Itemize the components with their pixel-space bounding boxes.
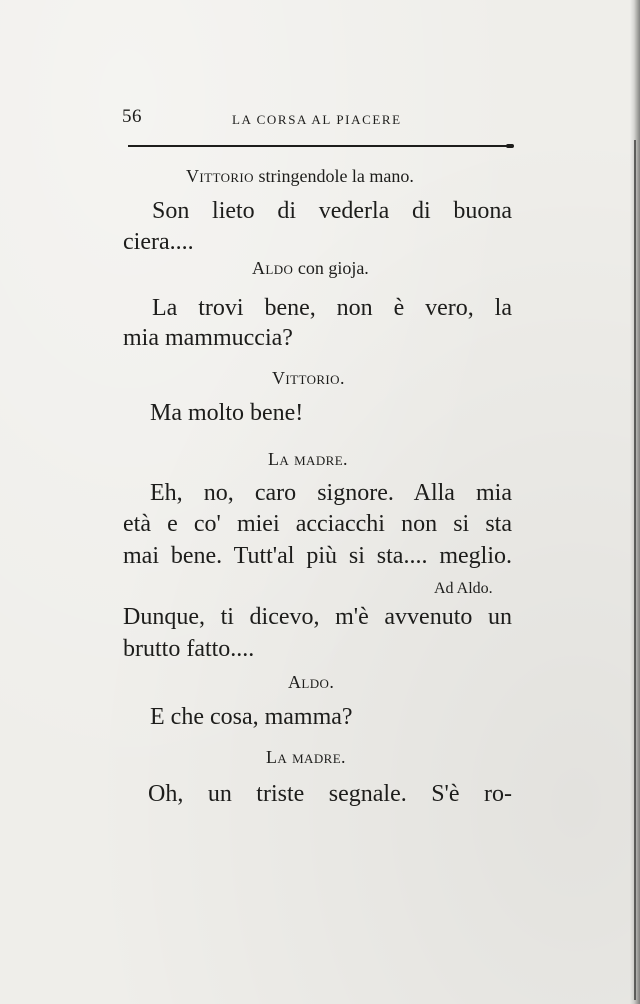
speaker-name: Vittorio [186,166,254,186]
page-number: 56 [122,106,142,127]
text-line: Eh, no, caro signore. Alla mia [150,480,512,506]
text-line: mia mammuccia? [123,325,293,351]
page-edge-line [634,140,636,1000]
text-line: Dunque, ti dicevo, m'è avvenuto un [123,604,512,630]
stage-direction-aldo-1 [252,258,369,279]
running-title: LA CORSA AL PIACERE [232,112,402,127]
page-header [122,104,512,136]
speaker-heading-la-madre-1: La madre. [268,449,348,469]
text-line: E che cosa, mamma? [150,704,353,730]
stage-direction-ad-aldo: Ad Aldo. [434,580,493,597]
text-line: brutto fatto.... [123,636,255,662]
stage-direction-text: con gioja. [297,258,369,278]
header-rule [128,145,512,147]
text-line: ciera.... [123,229,194,255]
speaker-heading-vittorio: Vittorio. [272,368,345,388]
text-line: mai bene. Tutt'al più si sta.... meglio. [123,543,512,569]
stage-direction-text: stringendole la mano. [258,166,414,186]
text-line: La trovi bene, non è vero, la [152,295,512,321]
text-line: Oh, un triste segnale. S'è ro- [148,781,512,807]
speaker-heading-la-madre-2: La madre. [266,747,346,767]
speaker-name: Aldo [252,258,294,278]
text-line: Son lieto di vederla di buona [152,198,512,224]
stage-direction-vittorio-1 [186,166,414,187]
speaker-heading-aldo: Aldo. [288,672,335,692]
text-line: età e co' miei acciacchi non si sta [123,511,512,537]
text-line: Ma molto bene! [150,400,304,426]
